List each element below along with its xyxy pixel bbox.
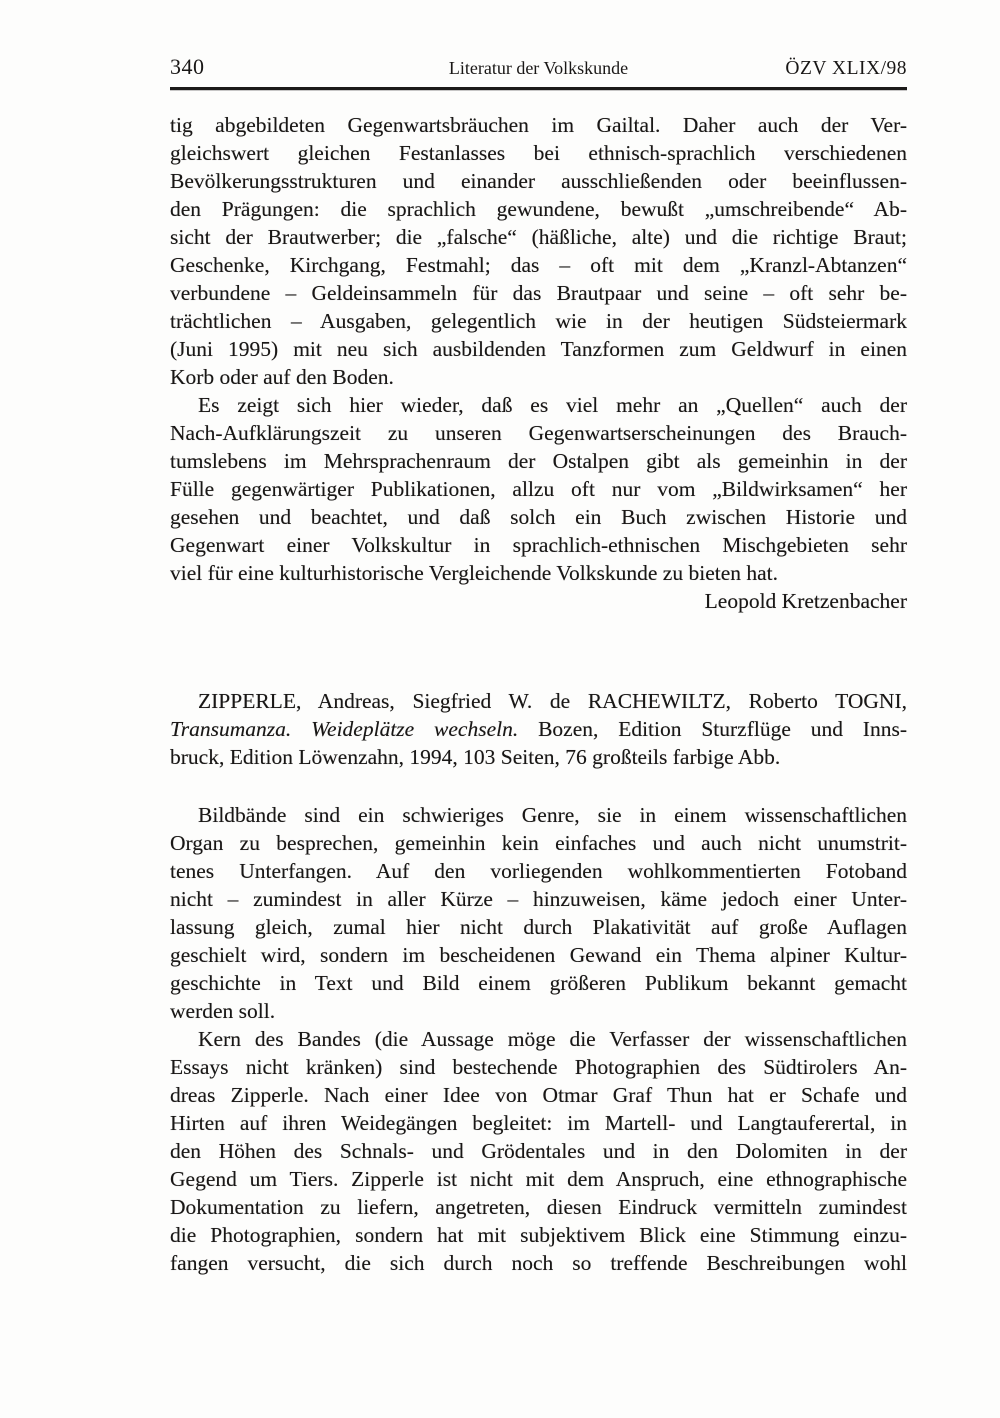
text-line: Organ zu besprechen, gemeinhin kein einfaches und auch nicht unumstrit- — [170, 831, 907, 855]
spacer — [170, 615, 907, 687]
text-line: den Prägungen: die sprachlich gewundene, bewußt „umschreibende“ Ab- — [170, 197, 907, 221]
text-line: Kern des Bandes (die Aussage möge die Verfasser der wissenschaftlichen — [198, 1027, 907, 1051]
text-line: Dokumentation zu liefern, angetreten, diesen Eindruck vermitteln zumindest — [170, 1195, 907, 1219]
book-title-italic: Transumanza. Weideplätze wechseln. — [170, 717, 519, 741]
page-number: 340 — [170, 54, 205, 79]
text-line: Hirten auf ihren Weidegängen begleitet: im Martell- und Langtauferertal, in — [170, 1111, 907, 1135]
page-body — [170, 111, 907, 1277]
text-line: verbundene – Geldeinsammeln für das Brautpaar und seine – oft sehr be- — [170, 281, 907, 305]
review2-core-paragraph — [170, 1025, 907, 1277]
text-line: ZIPPERLE, Andreas, Siegfried W. de RACHEWILTZ, Roberto TOGNI, — [198, 689, 907, 713]
text-line: Gegend um Tiers. Zipperle ist nicht mit dem Anspruch, eine ethnographische — [170, 1167, 907, 1191]
text-line: viel für eine kulturhistorische Vergleichende Volkskunde zu bieten hat. — [170, 561, 779, 585]
text-line: Geschenke, Kirchgang, Festmahl; das – oft mit dem „Kranzl-Abtanzen“ — [170, 253, 907, 277]
text-line — [170, 715, 907, 743]
running-title: Literatur der Volkskunde — [448, 58, 629, 78]
text-line: sicht der Brautwerber; die „falsche“ (häßliche, alte) und die richtige Braut; — [170, 225, 907, 249]
text-line: Fülle gegenwärtiger Publikationen, allzu oft nur vom „Bildwirksamen“ her — [170, 477, 907, 501]
text-line: Bevölkerungsstrukturen und einander ausschließenden oder beeinflussen- — [170, 169, 907, 193]
text-line: trächtlichen – Ausgaben, gelegentlich wie in der heutigen Südsteiermark — [170, 309, 907, 333]
text-line: geschichte in Text und Bild einem größeren Publikum bekannt gemacht — [170, 971, 907, 995]
text-line: die Photographien, sondern hat mit subjektivem Blick eine Stimmung einzu- — [170, 1223, 907, 1247]
header-rule — [170, 87, 907, 90]
text-line: geschielt wird, sondern im bescheidenen Gewand ein Thema alpiner Kultur- — [170, 943, 907, 967]
journal-issue: ÖZV XLIX/98 — [785, 58, 907, 79]
page-header — [170, 0, 907, 80]
review1-signature: Leopold Kretzenbacher — [704, 589, 907, 613]
text-column — [170, 0, 907, 1277]
text-line: werden soll. — [170, 999, 276, 1023]
text-line: fangen versucht, die sich durch noch so treffende Beschreibungen wohl — [170, 1251, 907, 1275]
text-line: Es zeigt sich hier wieder, daß es viel mehr an „Quellen“ auch der — [198, 393, 907, 417]
text-line: gleichswert gleichen Festanlasses bei ethnisch-sprachlich verschiedenen — [170, 141, 907, 165]
text-line: Essays nicht kränken) sind bestechende Photographien des Südtirolers An- — [170, 1055, 907, 1079]
text-line: den Höhen des Schnals- und Grödentales und in den Dolomiten in der — [170, 1139, 907, 1163]
text-line: tumslebens im Mehrsprachenraum der Ostalpen gibt als gemeinhin in der — [170, 449, 907, 473]
text-line: bruck, Edition Löwenzahn, 1994, 103 Seiten, 76 großteils farbige Abb. — [170, 745, 781, 769]
review1-continuation-paragraph — [170, 111, 907, 391]
review1-closing-paragraph — [170, 391, 907, 587]
text-line: Nach-Aufklärungszeit zu unseren Gegenwartserscheinungen des Brauch- — [170, 421, 907, 445]
spacer — [170, 771, 907, 801]
book-citation — [170, 687, 907, 771]
text-line: lassung gleich, zumal hier nicht durch Plakativität auf große Auflagen — [170, 915, 907, 939]
text-line: Gegenwart einer Volkskultur in sprachlich-ethnischen Mischgebieten sehr — [170, 533, 907, 557]
text-line: Korb oder auf den Boden. — [170, 365, 394, 389]
text-line: dreas Zipperle. Nach einer Idee von Otmar Graf Thun hat er Schafe und — [170, 1083, 907, 1107]
text-line: tenes Unterfangen. Auf den vorliegenden wohlkommentierten Fotoband — [170, 859, 907, 883]
text-line: Bildbände sind ein schwieriges Genre, sie in einem wissenschaftlichen — [198, 803, 907, 827]
review2-intro-paragraph — [170, 801, 907, 1025]
citation-text: Bozen, Edition Sturzflüge und Inns- — [518, 717, 907, 741]
text-line: nicht – zumindest in aller Kürze – hinzuweisen, käme jedoch einer Unter- — [170, 887, 907, 911]
text-line: gesehen und beachtet, und daß solch ein Buch zwischen Historie und — [170, 505, 907, 529]
text-line: tig abgebildeten Gegenwartsbräuchen im Gailtal. Daher auch der Ver- — [170, 113, 907, 137]
text-line: (Juni 1995) mit neu sich ausbildenden Tanzformen zum Geldwurf in einen — [170, 337, 907, 361]
